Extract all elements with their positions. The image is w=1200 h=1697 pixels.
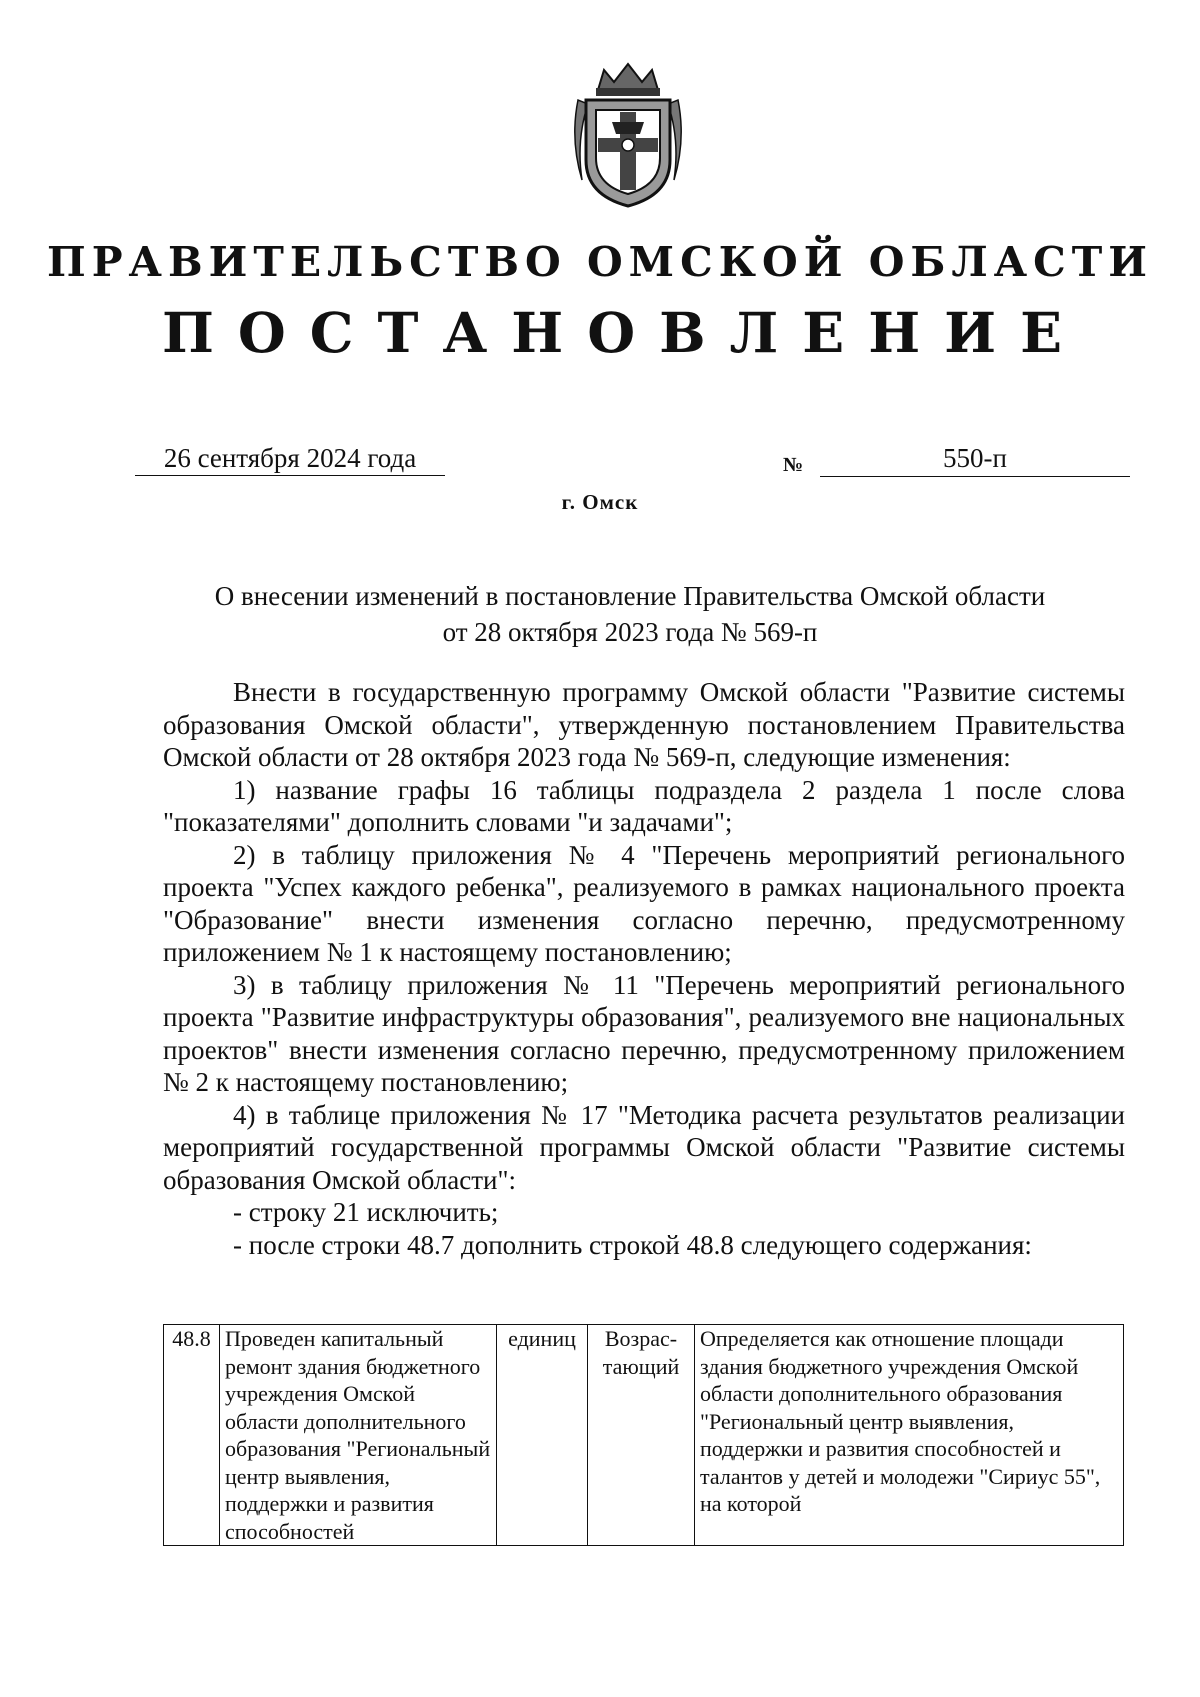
insert-row-table xyxy=(163,1324,1124,1546)
item-2-paragraph: 2) в таблицу приложения № 4 "Перечень мероприятий регионального проекта "Успех каждого ребенка", реализуемого в рамках национального проекта "Образование" внести изменения согласно перечню, предусмотренному приложением № 1 к настоящему постановлению; xyxy=(163,839,1125,967)
document-number: 550-п xyxy=(943,443,1007,473)
city-label: г. Омск xyxy=(561,490,639,514)
document-date: 26 сентября 2024 года xyxy=(163,443,417,473)
date-underline xyxy=(135,475,445,476)
item-1-paragraph: 1) название графы 16 таблицы подраздела 2 раздела 1 после слова "показателями" дополнить словами "и задачами"; xyxy=(163,774,1125,837)
sub-item-1-paragraph: - строку 21 исключить; xyxy=(233,1197,499,1227)
cell-unit: единиц xyxy=(497,1325,588,1546)
government-title: ПРАВИТЕЛЬСТВО ОМСКОЙ ОБЛАСТИ xyxy=(47,238,1153,286)
table-row xyxy=(164,1325,1124,1546)
number-underline xyxy=(820,476,1130,477)
cell-dynamics: Возрас-тающий xyxy=(588,1325,695,1546)
intro-paragraph: Внести в государственную программу Омской области "Развитие системы образования Омской области", утвержденную постановлением Правительства Омской области от 28 октября 2023 года № 569-п, следующие изменения: xyxy=(163,677,1125,772)
coat-of-arms-emblem xyxy=(568,60,688,210)
subject-line-1: О внесении изменений в постановление Правительства Омской области xyxy=(214,581,1046,611)
cell-calculation-method: Определяется как отношение площади здания бюджетного учреждения Омской области дополнительного образования "Региональный центр выявления, поддержки и развития способностей и талантов у детей и молодежи "Сириус 55", на которой xyxy=(695,1325,1124,1546)
sub-item-2-paragraph: - после строки 48.7 дополнить строкой 48.8 следующего содержания: xyxy=(233,1229,1032,1260)
document-subject xyxy=(150,578,1110,650)
document-body xyxy=(163,676,1125,1261)
cell-result-name: Проведен капитальный ремонт здания бюджетного учреждения Омской области дополнительного образования "Региональный центр выявления, поддержки и развития способностей xyxy=(220,1325,497,1546)
item-3-paragraph: 3) в таблицу приложения № 11 "Перечень мероприятий регионального проекта "Развитие инфраструктуры образования", реализуемого вне национальных проектов" внести изменения согласно перечню, предусмотренному приложением № 2 к настоящему постановлению; xyxy=(163,969,1125,1097)
cell-row-number: 48.8 xyxy=(164,1325,220,1546)
subject-line-2: от 28 октября 2023 года № 569-п xyxy=(442,617,818,647)
document-type-title: ПОСТАНОВЛЕНИЕ xyxy=(161,300,1087,365)
number-sign: № xyxy=(783,454,804,476)
item-4-paragraph: 4) в таблице приложения № 17 "Методика расчета результатов реализации мероприятий государственной программы Омской области "Развитие системы образования Омской области": xyxy=(163,1099,1125,1195)
